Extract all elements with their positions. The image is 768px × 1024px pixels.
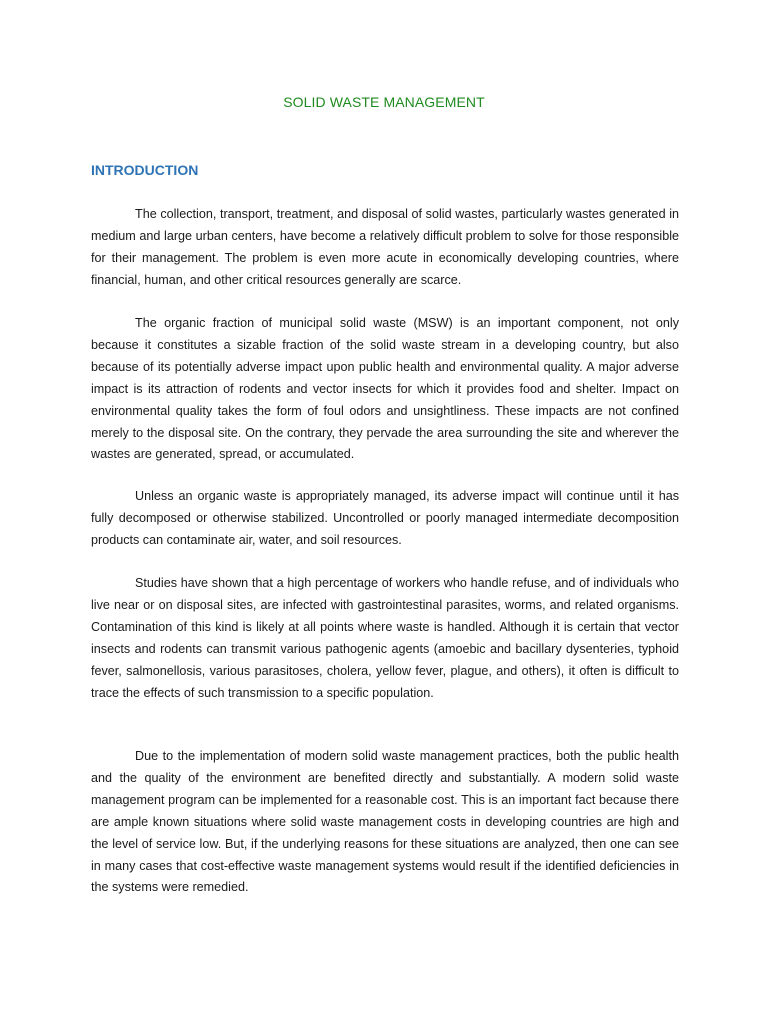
document-title: SOLID WASTE MANAGEMENT xyxy=(283,94,485,110)
paragraph: Due to the implementation of modern solid waste management practices, both the public health and the quality of the environment are benefited directly and substantially. A modern solid waste management program can be implemented for a reasonable cost. This is an important fact because there are ample known situations where solid waste management costs in developing countries are high and the level of service low. But, if the underlying reasons for these situations are analyzed, then one can see in many cases that cost-effective waste management systems would result if the identified deficiencies in the systems were remedied. xyxy=(91,749,679,895)
section-heading-introduction: INTRODUCTION xyxy=(91,162,199,178)
paragraph: The organic fraction of municipal solid waste (MSW) is an important component, not only because it constitutes a sizable fraction of the solid waste stream in a developing country, but also because of its potentially adverse impact upon public health and environmental quality. A major adverse impact is its attraction of rodents and vector insects for which it provides food and shelter. Impact on environmental quality takes the form of foul odors and unsightliness. These impacts are not confined merely to the disposal site. On the contrary, they pervade the area surrounding the site and wherever the wastes are generated, spread, or accumulated. xyxy=(91,316,679,462)
paragraph: Studies have shown that a high percentage of workers who handle refuse, and of individuals who live near or on disposal sites, are infected with gastrointestinal parasites, worms, and related organisms. Contamination of this kind is likely at all points where waste is handled. Although it is certain that vector insects and rodents can transmit various pathogenic agents (amoebic and bacillary dysenteries, typhoid fever, salmonellosis, various parasitoses, cholera, yellow fever, plague, and others), it often is difficult to trace the effects of such transmission to a specific population. xyxy=(91,576,679,700)
paragraph: Unless an organic waste is appropriately managed, its adverse impact will continue until it has fully decomposed or otherwise stabilized. Uncontrolled or poorly managed intermediate decomposition products can contaminate air, water, and soil resources. xyxy=(91,489,679,547)
paragraph: The collection, transport, treatment, and disposal of solid wastes, particularly wastes generated in medium and large urban centers, have become a relatively difficult problem to solve for those responsible for their management. The problem is even more acute in economically developing countries, where financial, human, and other critical resources generally are scarce. xyxy=(91,207,679,287)
